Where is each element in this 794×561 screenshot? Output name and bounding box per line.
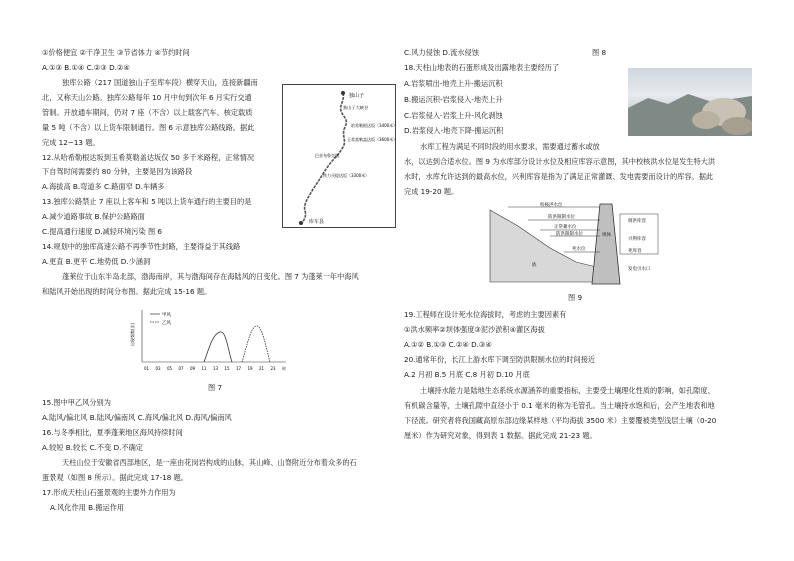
text-line: 管制。开放通车期间，仍对 7 座（不含）以上载客汽车、核定载质 bbox=[42, 108, 253, 117]
question-19: 19.工程师在设计死水位海拔时，考虑的主要因素有 bbox=[404, 310, 567, 319]
question-20: 20.通常年份，长江上游水库下调至防洪限制水位的时间接近 bbox=[404, 355, 596, 364]
question-16: 16.与冬季相比，夏季蓬莱地区海风持续时间 bbox=[42, 428, 183, 437]
text-line: 下自驾时间需要约 80 分钟，主要是因为该路段 bbox=[42, 167, 193, 176]
label-useful-cap: 兴利库容 bbox=[628, 237, 646, 242]
reservoir-diagram bbox=[488, 196, 696, 290]
x-unit-label: 时 bbox=[282, 366, 286, 371]
question-12: 12.从哈希勒根达坂到玉希莫勒盖达坂仅 50 多千米路程，正常情况 bbox=[42, 153, 255, 162]
question-17: 17.形成天柱山石蛋景观的主要外力作用为 bbox=[42, 488, 176, 497]
option-18b: B.搬运沉积-岩浆侵入-地壳上升 bbox=[404, 95, 503, 104]
x-tick-label: 01 bbox=[144, 366, 150, 371]
text-line: 土壤持水能力是陆地生态系统水源涵养的重要指标，主要受土壤理化性质的影响，如孔隙度、 bbox=[420, 386, 715, 395]
figure-7-chart bbox=[128, 306, 288, 376]
x-tick-label: 07 bbox=[178, 366, 184, 371]
label-dushanzi: 独山子 bbox=[349, 93, 365, 99]
text-line: 蛋景观（如图 8 所示）。据此完成 17-18 题。 bbox=[42, 473, 188, 482]
label-dead-cap: 死库容 bbox=[628, 249, 642, 254]
label-canyon: 独山子大峡谷 bbox=[343, 105, 369, 110]
x-tick-label: 13 bbox=[213, 366, 219, 371]
label-kuche: 库车县 bbox=[309, 219, 325, 225]
options-12: A.海拔高 B.弯道多 C.路面窄 D.车辆多 bbox=[42, 182, 165, 191]
x-tick-label: 03 bbox=[155, 366, 161, 371]
label-bayin: 巴音布鲁克镇 bbox=[315, 153, 339, 158]
options-16: A.较短 B.较长 C.不变 D.不确定 bbox=[42, 443, 143, 452]
label-dam: 坝体 bbox=[602, 233, 611, 238]
road-line bbox=[301, 93, 346, 225]
text-line: 天柱山位于安徽省西部地区，是一座由花岗岩构成的山脉，其山峰、山脊附近分布着众多的石 bbox=[62, 458, 357, 467]
figure-7-caption: 图 7 bbox=[208, 383, 223, 392]
text-line: 水，以达到合适水位。图 9 为水库部分设计水位及相应库容示意图，其中校核洪水位是发生特大洪 bbox=[404, 157, 716, 166]
text-line: 有机碳含量等，土壤孔隙中直径小于 0.1 毫米的称为毛管孔。当土壤持水饱和后，会产生地表和地 bbox=[404, 401, 715, 410]
label-outlet: 发电引水口 bbox=[628, 267, 651, 272]
options-17: A.风化作用 B.搬运作用 bbox=[50, 503, 125, 512]
legend-jia: 甲风 bbox=[162, 313, 171, 318]
rock-egg bbox=[692, 111, 720, 129]
label-flood-limit: 防洪限制水位 bbox=[548, 215, 575, 220]
x-tick-label: 19 bbox=[247, 366, 253, 371]
text-line: 水时，水库允许达到的最高水位，兴利库容是指为了满足正常灌溉、发电需要而设计的库容。据此 bbox=[404, 172, 714, 181]
label-tielimaiti: 铁力买提达坂（3300米） bbox=[323, 173, 370, 178]
wind-chart bbox=[128, 306, 288, 378]
option-18d: D.岩浆侵入-地壳下降-搬运沉积 bbox=[404, 126, 504, 135]
options-17b: C.风力侵蚀 D.流水侵蚀 bbox=[404, 48, 479, 57]
text-line: 北，又称天山公路。独库公路每年 10 月中旬到次年 6 月实行交通 bbox=[42, 93, 252, 102]
text-line: 完成 19-20 题。 bbox=[404, 187, 459, 196]
option-18a: A.岩浆喷出-地壳上升-搬运沉积 bbox=[404, 79, 503, 88]
x-tick-label: 17 bbox=[236, 366, 242, 371]
label-check-flood: 校核洪水位 bbox=[540, 203, 563, 208]
text-line: 独库公路（217 国道独山子至库车段）横穿天山，连接新疆南 bbox=[62, 78, 258, 87]
x-tick-label: 09 bbox=[190, 366, 196, 371]
x-tick-label: 11 bbox=[201, 366, 207, 371]
items-19: ①洪水频率②坝体强度③泥沙淤积④灌区海拔 bbox=[404, 325, 545, 334]
legend-yi: 乙风 bbox=[162, 321, 171, 326]
figure-9-diagram bbox=[488, 196, 696, 290]
text-line: 蓬莱位于山东半岛北部，渤海南岸，其与渤海间存在海陆风的日变化。图 7 为蓬莱一年中海风 bbox=[62, 272, 359, 281]
figure-8-caption: 图 8 bbox=[592, 48, 607, 57]
options-13b: C.提高通行速度 D.减轻环境污染 图 6 bbox=[42, 227, 162, 236]
text-line: 下径流。研究者将我国藏高原东部边缘某样地（平均海拔 3500 米）主要覆被类型浅层土壤（0-20 bbox=[404, 416, 717, 425]
y-axis-label: 出现频数(次) bbox=[130, 322, 135, 346]
question-18: 18.天柱山地表的石蛋形成及出露地表主要经历了 bbox=[404, 63, 560, 72]
label-bottom: 底 bbox=[532, 263, 537, 268]
options-14: A.更直 B.更平 C.地势低 D.少涵洞 bbox=[42, 257, 151, 266]
x-tick-label: 23 bbox=[270, 366, 276, 371]
text-line: 完成 12~13 题。 bbox=[42, 138, 100, 147]
start-point bbox=[341, 91, 345, 95]
text-line: 水库工程为满足不同时段的用水要求，需要通过蓄水或放 bbox=[420, 142, 600, 151]
label-yxm: 玉希莫勒盖达坂（3600米） bbox=[347, 137, 395, 142]
text-line: 和陆风开始出现的时间分布图。据此完成 15-16 题。 bbox=[42, 287, 212, 296]
question-14: 14.规划中的独库高速公路不再季节性封路，主要得益于其线路 bbox=[42, 242, 241, 251]
options-19: A.①② B.①③ C.②④ D.③④ bbox=[404, 340, 492, 349]
text-line: A.①③ B.①④ C.②③ D.②④ bbox=[42, 63, 130, 72]
x-ticks bbox=[144, 365, 286, 371]
options-20: A.2 月初 B.5 月底 C.8 月初 D.10 月底 bbox=[404, 370, 530, 379]
end-point bbox=[299, 221, 303, 225]
text-line: ①价格便宜 ②干净卫生 ③节省体力 ④节约时间 bbox=[42, 48, 190, 57]
question-13: 13.独库公路禁止 7 座以上客车和 5 吨以上货车通行的主要目的是 bbox=[42, 197, 252, 206]
question-15: 15.图中甲乙风分别为 bbox=[42, 398, 111, 407]
route-map bbox=[283, 85, 395, 227]
x-tick-label: 21 bbox=[259, 366, 265, 371]
figure-9-caption: 图 9 bbox=[568, 293, 583, 302]
label-flood-limit-2: 防洪限制水位 bbox=[556, 232, 583, 237]
options-13: A.减少道路事故 B.保护公路路面 bbox=[42, 212, 145, 221]
series-yi bbox=[242, 326, 270, 362]
label-flood-cap: 调洪库容 bbox=[628, 219, 646, 224]
options-15: A.陆风/偏北风 B.陆风/偏南风 C.海风/偏北风 D.海风/偏南风 bbox=[42, 413, 232, 422]
rock-landscape bbox=[628, 68, 752, 136]
x-tick-label: 15 bbox=[224, 366, 230, 371]
figure-6-map bbox=[282, 84, 396, 228]
series-jia bbox=[204, 332, 232, 362]
text-line: 厘米）作为研究对象，得到表 1 数据。据此完成 21-23 题。 bbox=[404, 431, 597, 440]
text-line: 量 5 吨（不含）以上货车限制通行。图 6 示意独库公路线路。据此 bbox=[42, 123, 255, 132]
x-tick-label: 05 bbox=[167, 366, 173, 371]
label-dead: 死水位 bbox=[572, 247, 586, 252]
label-normal: 正常蓄水位 bbox=[554, 225, 577, 230]
option-18c: C.岩浆侵入-岩浆上升-风化剥蚀 bbox=[404, 111, 503, 120]
figure-8-photo bbox=[628, 68, 752, 136]
dam-body bbox=[592, 204, 620, 284]
label-hxl: 哈希勒根达坂（3400米） bbox=[351, 123, 395, 128]
